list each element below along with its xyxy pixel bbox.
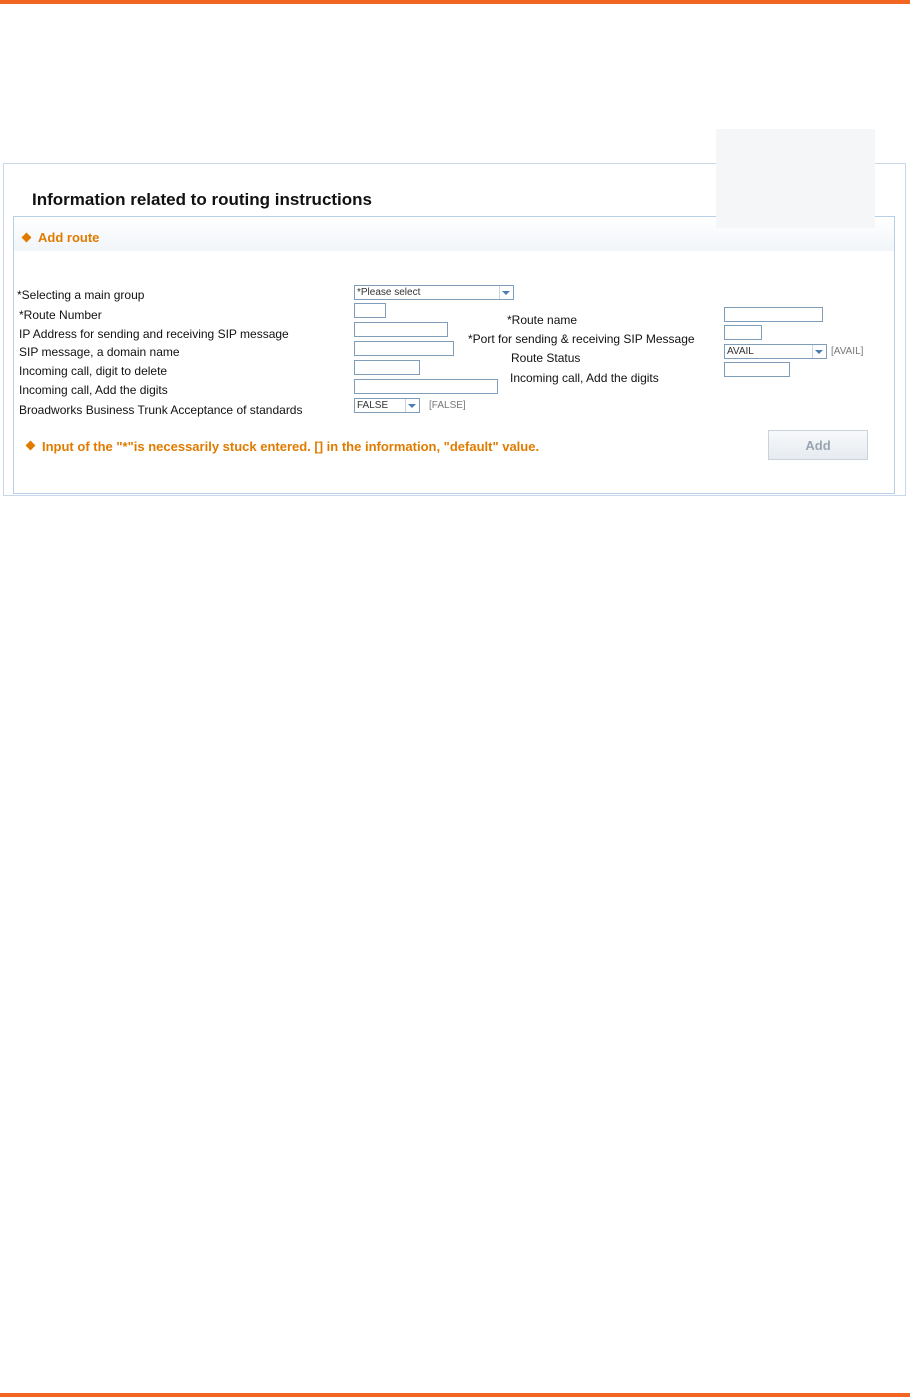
digit-to-delete-input[interactable] xyxy=(354,360,420,375)
sip-port-label: *Port for sending & receiving SIP Message xyxy=(468,332,695,346)
required-fields-notice: Input of the "*"is necessarily stuck entered. [] in the information, "default" value. xyxy=(42,439,540,454)
route-number-label: *Route Number xyxy=(19,308,102,322)
route-status-label: Route Status xyxy=(511,351,581,365)
add-digits-left-input[interactable] xyxy=(354,379,498,394)
dropdown-arrow-icon xyxy=(502,291,510,295)
dropdown-arrow-icon xyxy=(815,350,823,354)
route-name-label: *Route name xyxy=(507,313,578,327)
route-status-default: [AVAIL] xyxy=(831,346,864,357)
main-group-select[interactable] xyxy=(354,285,514,300)
trunk-acceptance-select[interactable] xyxy=(354,398,420,413)
dropdown-arrow-icon xyxy=(408,404,416,408)
main-group-value: *Please select xyxy=(357,287,421,298)
page-top-rule xyxy=(0,0,910,4)
ip-address-input[interactable] xyxy=(354,322,448,337)
domain-name-input[interactable] xyxy=(354,341,454,356)
page-bottom-rule xyxy=(0,1393,910,1397)
ip-address-label: IP Address for sending and receiving SIP message xyxy=(19,327,289,341)
digit-to-delete-label: Incoming call, digit to delete xyxy=(19,364,168,378)
main-group-label: *Selecting a main group xyxy=(17,288,145,302)
route-name-input[interactable] xyxy=(724,307,823,322)
trunk-acceptance-value: FALSE xyxy=(357,400,389,411)
add-digits-right-input[interactable] xyxy=(724,362,790,377)
diamond-bullet-icon xyxy=(22,233,32,243)
panel-title: Information related to routing instructions xyxy=(32,190,372,209)
add-digits-right-label: Incoming call, Add the digits xyxy=(510,371,659,385)
trunk-acceptance-default: [FALSE] xyxy=(429,400,466,411)
route-status-value: AVAIL xyxy=(727,346,754,357)
route-number-input[interactable] xyxy=(354,303,386,318)
add-digits-left-label: Incoming call, Add the digits xyxy=(19,383,168,397)
section-title: Add route xyxy=(38,230,100,245)
domain-name-label: SIP message, a domain name xyxy=(19,345,180,359)
sip-port-input[interactable] xyxy=(724,325,762,340)
right-column-background xyxy=(716,129,875,228)
trunk-acceptance-label: Broadworks Business Trunk Acceptance of standards xyxy=(19,403,303,417)
add-button[interactable]: Add xyxy=(768,430,868,460)
route-status-select[interactable] xyxy=(724,344,827,359)
